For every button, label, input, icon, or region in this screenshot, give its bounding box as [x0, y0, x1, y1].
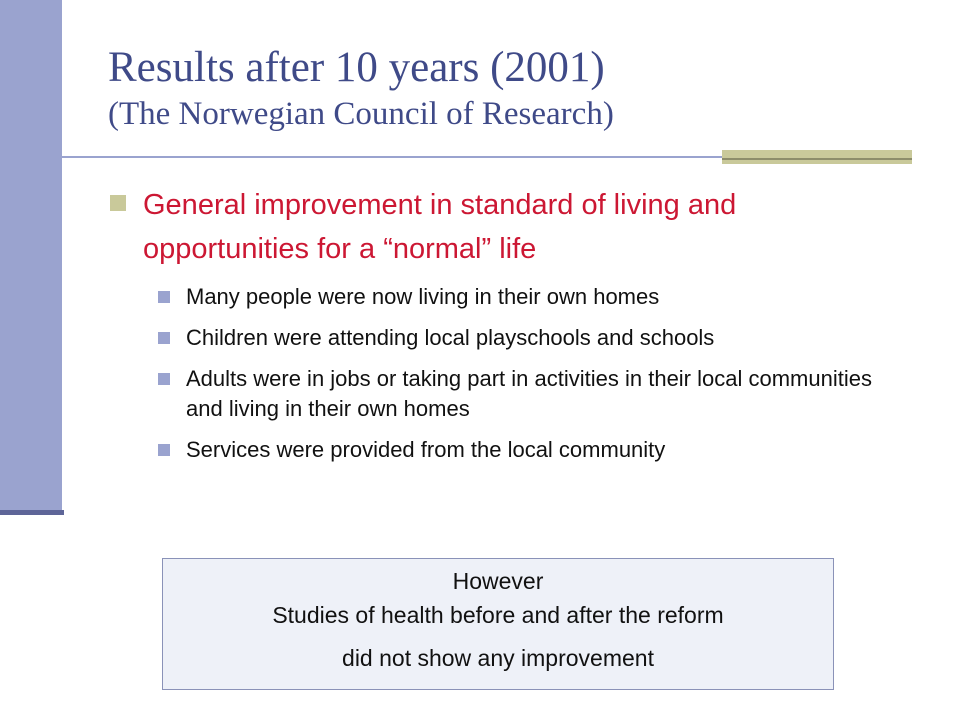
square-bullet-icon: [110, 195, 126, 211]
square-bullet-icon: [158, 332, 170, 344]
slide-title: [108, 42, 614, 134]
sub-bullet: [158, 364, 898, 424]
sub-bullet-list: [158, 282, 898, 476]
sub-bullet: [158, 323, 898, 353]
left-bar-shadow: [0, 510, 64, 515]
title-divider: [40, 156, 762, 158]
callout-box: [162, 558, 834, 690]
square-bullet-icon: [158, 444, 170, 456]
callout-line: Studies of health before and after the reform: [272, 602, 724, 628]
divider-accent-line: [722, 158, 912, 160]
sub-bullet: [158, 282, 898, 312]
sub-bullet-text: Many people were now living in their own homes: [186, 284, 660, 309]
title-subtitle: (The Norwegian Council of Research): [108, 96, 614, 132]
sub-bullet-text: Children were attending local playschools and schools: [186, 325, 715, 350]
square-bullet-icon: [158, 373, 170, 385]
divider-accent: [722, 150, 912, 164]
sub-bullet-text: Adults were in jobs or taking part in activities in their local communities and living in their own homes: [186, 366, 872, 421]
left-decorative-bar: [0, 0, 62, 512]
sub-bullet: [158, 435, 898, 465]
callout-heading: However: [452, 568, 544, 594]
sub-bullet-text: Services were provided from the local community: [186, 437, 666, 462]
callout-line: did not show any improvement: [342, 645, 654, 671]
main-bullet-text: General improvement in standard of living and opportunities for a “normal” life: [143, 189, 737, 265]
main-bullet: [110, 183, 900, 271]
square-bullet-icon: [158, 291, 170, 303]
title-main: Results after 10 years (2001): [108, 44, 605, 91]
